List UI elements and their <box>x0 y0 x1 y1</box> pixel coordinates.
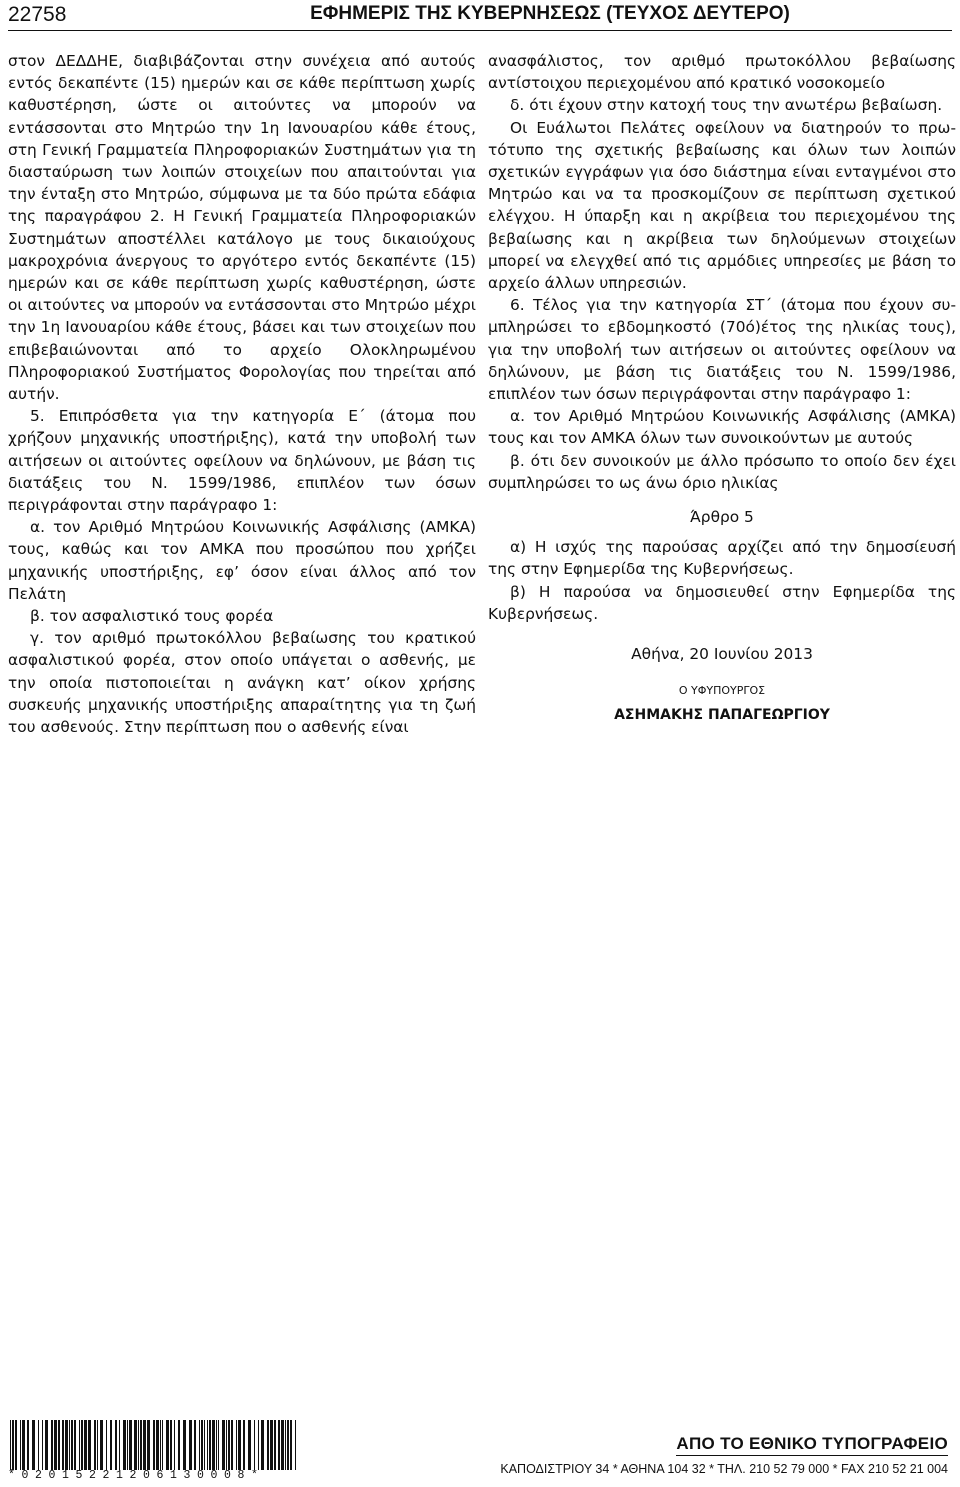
barcode-bar <box>295 1420 296 1470</box>
barcode-bar <box>270 1420 273 1470</box>
barcode-bar <box>254 1420 255 1470</box>
barcode-bar <box>119 1420 120 1470</box>
barcode-bar <box>71 1420 73 1470</box>
barcode-bar <box>94 1420 96 1470</box>
printer-address: ΚΑΠΟΔΙΣΤΡΙΟΥ 34 * ΑΘΗΝΑ 104 32 * ΤΗΛ. 210 52 79 000 * FAX 210 52 21 004 <box>500 1462 948 1476</box>
barcode-bar <box>183 1420 186 1470</box>
left-column <box>8 50 476 738</box>
paragraph: ανασφάλιστος, τον αριθμό πρωτοκόλλου βεβαίωσης αντίστοιχου περιεχομένου από κρατικό νοσοκομείο <box>488 52 956 93</box>
barcode-bar <box>248 1420 251 1470</box>
barcode-bar <box>54 1420 57 1470</box>
paragraph: β. ότι δεν συνοικούν με άλλο πρόσωπο το οποίο δεν έχει συμπληρώσει το ως άνω όριο ηλικίας <box>488 451 956 492</box>
barcode-bar <box>27 1420 29 1470</box>
barcode-bar <box>143 1420 146 1470</box>
barcode-bar <box>212 1420 215 1470</box>
barcode-bar <box>178 1420 180 1470</box>
barcode-bar <box>231 1420 233 1470</box>
barcode-bar <box>287 1420 289 1470</box>
barcode-bar <box>10 1420 11 1470</box>
barcode-bar <box>62 1420 64 1470</box>
barcode-bar <box>42 1420 43 1470</box>
paragraph: β. τον ασφαλιστικό τους φορέα <box>30 607 274 626</box>
barcode-bar <box>189 1420 192 1470</box>
barcode-bar <box>207 1420 208 1470</box>
barcode-bar <box>290 1420 292 1470</box>
barcode-bar <box>38 1420 39 1470</box>
barcode-bar <box>20 1420 21 1470</box>
page-footer <box>8 1420 952 1484</box>
barcode-bar <box>123 1420 126 1470</box>
paragraph: β) Η παρούσα να δημοσιευθεί στην Εφημερίδα της Κυβερνήσεως. <box>488 582 956 623</box>
barcode-bar <box>138 1420 139 1470</box>
article-title: Άρθρο 5 <box>690 508 754 527</box>
paragraph: Οι Ευάλωτοι Πελάτες οφείλουν να διατηρούν το πρωτότυπο της σχετικής βεβαίωσης και όλων των λοιπών σχετικών εγγράφων για όσο διάστημα είναι ενταγμένοι στο Μητρώο και να τα προσκομίζουν σε περίπτωση σχετικού ελέγχου. Η ύπαρξη και η ακρίβεια του περιεχομένου της βεβαίωσης και η ακρίβεια των δηλούμενων στοιχείων μπορεί να ελεγχθεί από τις αρμόδιες υπηρεσίες με βάση το αρχείο άλλων υπηρεσιών. <box>488 118 956 293</box>
barcode-bar <box>12 1420 14 1470</box>
page-header <box>8 0 952 31</box>
signatory-name: ΑΣΗΜΑΚΗΣ ΠΑΠΑΓΕΩΡΓΙΟΥ <box>614 707 830 724</box>
barcode-bar <box>199 1420 200 1470</box>
barcode-bar <box>281 1420 284 1470</box>
barcode-bar <box>243 1420 245 1470</box>
barcode-bar <box>209 1420 211 1470</box>
page-number: 22758 <box>8 3 67 26</box>
barcode-bar <box>97 1420 98 1470</box>
barcode-bar <box>238 1420 241 1470</box>
barcode-bar <box>285 1420 286 1470</box>
paragraph: στον ΔΕΔΔΗΕ, διαβιβάζονται στην συνέχεια από αυτούς εντός δεκαπέντε (15) ημερών και σε κάθε περίπτωση χωρίς καθυστέρηση, ώστε οι αιτούντες να μπορούν να εντάσσονται στο Μητρώο την 1η Ιανουαρίου κάθε έτους, στη Γενική Γραμματεία Πληροφοριακών Συστημάτων για τη διασταύρωση των λοιπών στοιχείων που απαιτούνται για την ένταξη στο Μητρώο, σύμφωνα με τα δύο πρώτα εδάφια της παραγράφου 2. Η Γενική Γραμματεία Πληροφοριακών Συστημάτων αποστέλλει κατάλογο με τους δικαιούχους μακροχρόνια άνεργους το αργότερο εντός δεκαπέντε (15) ημερών και σε κάθε περίπτωση χωρίς καθυστέρηση, ώστε οι αιτούντες να μπορούν να εντάσσονται στο Μητρώο μέχρι την 1η Ιανουαρίου κάθε έτους, βάσει και των στοιχείων που επιβεβαιώνονται από το αρχείο Ολοκληρωμένου Πληροφοριακού Συστήματος Φορολογίας που τηρείται από αυτήν. <box>8 52 476 404</box>
barcode-image <box>8 1420 298 1470</box>
barcode-bar <box>45 1420 48 1470</box>
barcode-bar <box>170 1420 172 1470</box>
paragraph: δ. ότι έχουν στην κατοχή τους την ανωτέρω βεβαίωση. <box>510 96 943 115</box>
barcode-bar <box>194 1420 196 1470</box>
paragraph: α. τον Αριθμό Μητρώου Κοινωνικής Ασφάλισης (ΑΜΚΑ) τους, καθώς και τον ΑΜΚΑ που προσώπου που χρήζει μηχανικής υποστήριξης, εφ’ όσον είναι άλλος από τον Πελάτη <box>8 518 476 603</box>
barcode-bar <box>162 1420 163 1470</box>
barcode-bar <box>218 1420 219 1470</box>
barcode-bar <box>153 1420 155 1470</box>
barcode-bar <box>226 1420 227 1470</box>
barcode-bar <box>100 1420 103 1470</box>
printer-name: ΑΠΟ ΤΟ ΕΘΝΙΚΟ ΤΥΠΟΓΡΑΦΕΙΟ <box>676 1434 948 1456</box>
barcode-bar <box>267 1420 269 1470</box>
paragraph: 5. Επιπρόσθετα για την κατηγορία Ε΄ (άτομα που χρήζουν μηχανικής υποστήριξης), κατά την υποβολή των αιτήσεων οι αιτούντες οφείλουν να δηλώνουν, με βάση τις διατάξεις του Ν. 1599/1986, επιπλέον των όσων περιγράφονται στην παράγραφο 1: <box>8 407 476 515</box>
barcode-bar <box>88 1420 91 1470</box>
barcode-bar <box>81 1420 83 1470</box>
barcode-bar <box>74 1420 76 1470</box>
barcode-bar <box>228 1420 230 1470</box>
barcode-bar <box>69 1420 70 1470</box>
barcode-bar <box>106 1420 107 1470</box>
barcode-bar <box>127 1420 128 1470</box>
barcode-bar <box>278 1420 280 1470</box>
barcode-bar <box>129 1420 132 1470</box>
barcode-bar <box>274 1420 276 1470</box>
paragraph: γ. τον αριθμό πρωτοκόλλου βεβαίωσης του κρατικού ασφαλιστικού φορέα, στον οποίο υπάγεται ο ασθενής, με την οποία πιστοποιείται η ανάγκη κατ’ οίκον χρήσης συσκευής μηχανικής υποστήριξης απαραίτητης για τη ζωή του ασθενούς. Στην περίπτωση που ο ασθενής είναι <box>8 629 476 737</box>
barcode-bar <box>166 1420 169 1470</box>
barcode-bar <box>51 1420 53 1470</box>
barcode-bar <box>160 1420 161 1470</box>
gazette-title: ΕΦΗΜΕΡΙΣ ΤΗΣ ΚΥΒΕΡΝΗΣΕΩΣ (ΤΕΥΧΟΣ ΔΕΥΤΕΡΟ) <box>310 3 790 24</box>
paragraph: α) Η ισχύς της παρούσας αρχίζει από την δημοσίευσή της στην Εφημερίδα της Κυβερνήσεως. <box>488 538 956 579</box>
barcode-bar <box>115 1420 117 1470</box>
barcode-bar <box>147 1420 150 1470</box>
barcode-bar <box>201 1420 203 1470</box>
barcode-digits: *02015221206130008* <box>8 1469 265 1482</box>
barcode-bar <box>134 1420 137 1470</box>
barcode-bar <box>22 1420 25 1470</box>
barcode-bar <box>204 1420 205 1470</box>
barcode-bar <box>236 1420 237 1470</box>
right-column <box>488 50 956 725</box>
barcode-bar <box>174 1420 175 1470</box>
barcode-bar <box>156 1420 159 1470</box>
barcode-bar <box>15 1420 17 1470</box>
signatory-title: Ο ΥΦΥΠΟΥΡΓΟΣ <box>678 684 766 698</box>
paragraph: α. τον Αριθμό Μητρώου Κοινωνικής Ασφάλισης (ΑΜΚΑ) τους και τον ΑΜΚΑ όλων των συνοικούντων με αυτούς <box>488 407 956 448</box>
barcode-bar <box>79 1420 80 1470</box>
barcode-bar <box>140 1420 142 1470</box>
barcode-bar <box>32 1420 35 1470</box>
barcode-bar <box>84 1420 87 1470</box>
barcode-bar <box>222 1420 225 1470</box>
place-date: Αθήνα, 20 Ιουνίου 2013 <box>631 645 813 664</box>
barcode-bar <box>110 1420 112 1470</box>
paragraph: 6. Τέλος για την κατηγορία ΣΤ΄ (άτομα που έχουν συμπληρώσει το εβδομηκοστό (70ό)έτος της ηλικίας τους), για την υποβολή των αιτήσεων οι αιτούντες οφείλουν να δηλώνουν, με βάση τις διατάξεις του Ν. 1599/1986, επιπλέον των όσων περιγράφονται στην παράγραφο 1: <box>488 296 956 404</box>
barcode-bar <box>258 1420 259 1470</box>
barcode-bar <box>58 1420 60 1470</box>
barcode-bar <box>216 1420 217 1470</box>
barcode-bar <box>65 1420 68 1470</box>
barcode-bar <box>261 1420 264 1470</box>
